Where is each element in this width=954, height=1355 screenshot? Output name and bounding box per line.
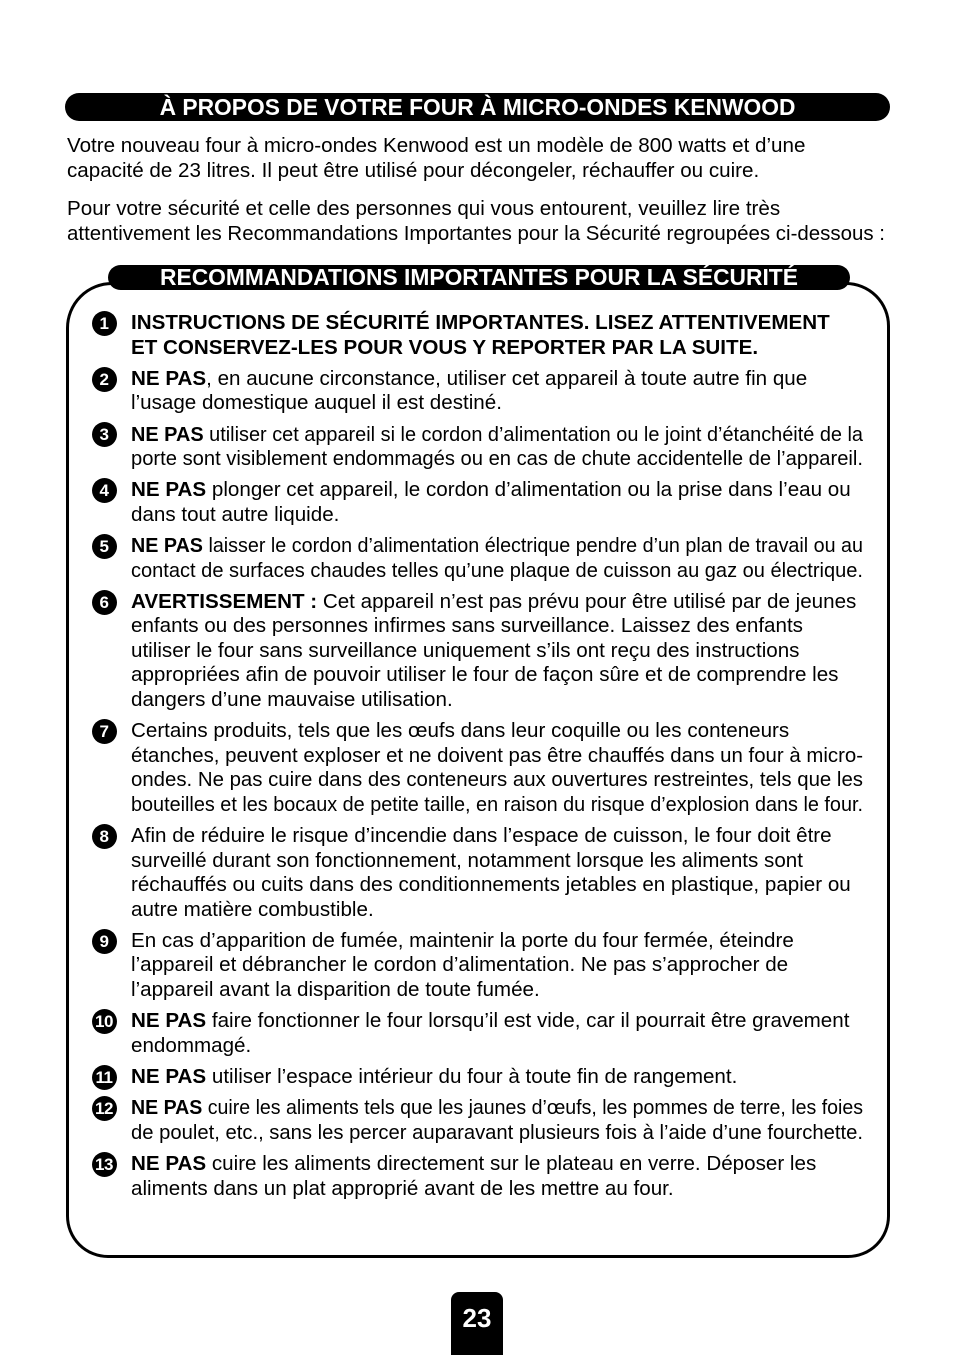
- item-lead-bold: NE PAS: [131, 1009, 207, 1033]
- item-line-content: [131, 590, 856, 615]
- item-text: étanches, peuvent exploser et ne doivent pas être chauffés dans un four à micro-: [131, 743, 863, 767]
- item-line: [131, 953, 863, 978]
- item-text: l’usage domestique auquel il est destiné.: [131, 391, 502, 415]
- item-line: [131, 1034, 863, 1059]
- item-line-content: [131, 478, 851, 503]
- item-line-content: [131, 1152, 816, 1177]
- item-line: [131, 1065, 863, 1090]
- item-number-badge: 13: [92, 1152, 117, 1177]
- safety-title-bar: [108, 265, 850, 290]
- item-line: [131, 534, 863, 559]
- item-line-content: [131, 336, 758, 361]
- item-line-content: [131, 873, 851, 898]
- item-line: [131, 391, 863, 416]
- item-line: [131, 1177, 863, 1202]
- intro-line-text: capacité de 23 litres. Il peut être utilisé pour décongeler, réchauffer ou cuire.: [67, 158, 760, 182]
- item-number-badge: 2: [92, 367, 117, 392]
- safety-item: [92, 719, 864, 817]
- safety-item: [92, 534, 864, 583]
- item-text: autre matière combustible.: [131, 897, 374, 921]
- page-number-badge: [451, 1292, 503, 1355]
- item-text: utiliser l’espace intérieur du four à toute fin de rangement.: [206, 1064, 738, 1088]
- item-line: [131, 423, 863, 448]
- item-number-badge: 9: [92, 929, 117, 954]
- item-line: [131, 1009, 863, 1034]
- item-line-content: [131, 534, 863, 559]
- item-line: [131, 744, 863, 769]
- item-line: [131, 978, 863, 1003]
- item-line: [131, 929, 863, 954]
- item-line-content: [131, 744, 863, 769]
- item-line-content: [131, 639, 799, 664]
- item-text: En cas d’apparition de fumée, maintenir la porte du four fermée, éteindre: [131, 928, 794, 952]
- item-lead-bold: ET CONSERVEZ-LES POUR VOUS Y REPORTER PAR LA SUITE.: [131, 335, 759, 359]
- item-lead-bold: NE PAS: [131, 1096, 203, 1120]
- item-line: [131, 311, 863, 336]
- item-lead-bold: INSTRUCTIONS DE SÉCURITÉ IMPORTANTES. LISEZ ATTENTIVEMENT: [131, 311, 830, 334]
- item-line: [131, 614, 863, 639]
- item-text: Certains produits, tels que les œufs dans leur coquille ou les conteneurs: [131, 719, 790, 743]
- safety-item: [92, 311, 864, 360]
- item-text: l’appareil et débrancher le cordon d’alimentation. Ne pas s’approcher de: [131, 953, 789, 977]
- item-text: enfants ou des personnes infirmes sans surveillance. Laissez des enfants: [131, 614, 803, 638]
- item-text: utiliser le four sans surveillance uniquement s’ils ont reçu des instructions: [131, 638, 800, 662]
- item-line: [131, 336, 863, 361]
- item-line: [131, 768, 863, 793]
- item-lead-bold: NE PAS: [131, 1064, 207, 1088]
- item-line-content: [131, 391, 502, 416]
- item-text: aliments dans un plat approprié avant de les mettre au four.: [131, 1176, 674, 1200]
- safety-item: [92, 929, 864, 1003]
- item-lead-bold: NE PAS: [131, 422, 204, 446]
- intro-line-text: Votre nouveau four à micro-ondes Kenwood est un modèle de 800 watts et d’une: [67, 134, 806, 157]
- item-line-content: [131, 663, 838, 688]
- item-line-content: [131, 423, 863, 448]
- safety-item: [92, 824, 864, 922]
- item-lead-bold: NE PAS: [131, 478, 207, 502]
- item-line-content: [131, 898, 374, 923]
- item-text: , en aucune circonstance, utiliser cet appareil à toute autre fin que: [206, 366, 808, 390]
- item-text: cuire les aliments tels que les jaunes d’œufs, les pommes de terre, les foies: [202, 1096, 863, 1120]
- item-text: ondes. Ne pas cuire dans des conteneurs aux ouvertures restreintes, tels que les: [131, 768, 863, 792]
- item-line: [131, 1152, 863, 1177]
- intro-line: [67, 197, 885, 222]
- item-line: [131, 503, 863, 528]
- item-line-content: [131, 614, 803, 639]
- item-line: [131, 824, 863, 849]
- item-text: contact de surfaces chaudes telles qu’une plaque de cuisson au gaz ou électrique.: [131, 558, 863, 582]
- section-header-bar: [65, 93, 890, 121]
- item-line-content: [131, 929, 794, 954]
- intro-text: [67, 134, 885, 260]
- item-text: laisser le cordon d’alimentation électrique pendre d’un plan de travail ou au: [202, 534, 863, 558]
- item-line-content: [131, 559, 863, 584]
- section-header-title: À PROPOS DE VOTRE FOUR À MICRO-ONDES KENWOOD: [159, 94, 796, 120]
- item-line-content: [131, 1121, 863, 1146]
- item-number-badge: 3: [92, 422, 117, 447]
- safety-item: [92, 1009, 864, 1058]
- item-text: porte sont visiblement endommagés ou en cas de chute accidentelle de l’appareil.: [131, 447, 863, 471]
- item-line-content: [131, 503, 339, 528]
- item-line-content: [131, 719, 789, 744]
- intro-line: [67, 134, 885, 159]
- item-number-badge: 6: [92, 590, 117, 615]
- item-line: [131, 1096, 863, 1121]
- safety-item: [92, 1065, 864, 1090]
- item-line-content: [131, 978, 540, 1003]
- item-number-badge: 1: [92, 311, 117, 336]
- item-text: plonger cet appareil, le cordon d’alimentation ou la prise dans l’eau ou: [206, 478, 851, 502]
- item-number-badge: 7: [92, 719, 117, 744]
- item-line: [131, 1121, 863, 1146]
- item-line-content: [131, 447, 863, 472]
- item-line-content: [131, 367, 807, 392]
- safety-item: [92, 478, 864, 527]
- item-line: [131, 367, 863, 392]
- item-text: Cet appareil n’est pas prévu pour être utilisé par de jeunes: [317, 589, 857, 613]
- item-text: cuire les aliments directement sur le plateau en verre. Déposer les: [206, 1152, 817, 1176]
- item-line-content: [131, 311, 830, 336]
- item-lead-bold: NE PAS: [131, 1152, 207, 1176]
- item-text: réchauffés ou cuits dans des conditionnements jetables en plastique, papier ou: [131, 873, 851, 897]
- intro-line: [67, 222, 885, 247]
- item-lead-bold: AVERTISSEMENT :: [131, 589, 318, 613]
- item-line-content: [131, 953, 788, 978]
- item-line: [131, 898, 863, 923]
- item-line-content: [131, 688, 453, 713]
- intro-paragraph: [67, 134, 885, 183]
- item-line-content: [131, 1096, 863, 1121]
- item-number-badge: 5: [92, 534, 117, 559]
- item-line-content: [131, 793, 863, 818]
- item-line-content: [131, 1065, 737, 1090]
- safety-item: [92, 423, 864, 472]
- item-line: [131, 849, 863, 874]
- safety-item: [92, 590, 864, 713]
- item-number-badge: 11: [92, 1065, 117, 1090]
- item-number-badge: 10: [92, 1009, 117, 1034]
- item-line: [131, 663, 863, 688]
- item-line: [131, 478, 863, 503]
- intro-line-text: attentivement les Recommandations Importantes pour la Sécurité regroupées ci-dessous :: [67, 221, 885, 245]
- item-number-badge: 8: [92, 824, 117, 849]
- item-line: [131, 688, 863, 713]
- safety-list: [92, 311, 864, 1208]
- item-text: surveillé durant son fonctionnement, notamment lorsque les aliments sont: [131, 848, 803, 872]
- item-text: dangers d’une mauvaise utilisation.: [131, 687, 453, 711]
- page-number: 23: [462, 1303, 492, 1333]
- item-line-content: [131, 768, 863, 793]
- item-text: de poulet, etc., sans les percer auparavant plusieurs fois à l’aide d’une fourchette.: [131, 1120, 863, 1144]
- item-line: [131, 719, 863, 744]
- item-line-content: [131, 824, 832, 849]
- item-number-badge: 12: [92, 1096, 117, 1121]
- item-lead-bold: NE PAS: [131, 366, 207, 390]
- safety-item: [92, 1096, 864, 1145]
- intro-line: [67, 159, 885, 184]
- intro-line-text: Pour votre sécurité et celle des personnes qui vous entourent, veuillez lire très: [67, 197, 781, 220]
- item-line-content: [131, 849, 803, 874]
- item-text: Afin de réduire le risque d’incendie dans l’espace de cuisson, le four doit être: [131, 824, 832, 848]
- item-line-content: [131, 1034, 251, 1059]
- item-line: [131, 873, 863, 898]
- safety-item: [92, 1152, 864, 1201]
- item-text: dans tout autre liquide.: [131, 502, 340, 526]
- item-text: bouteilles et les bocaux de petite taille, en raison du risque d’explosion dans le four.: [131, 792, 863, 816]
- item-line: [131, 447, 863, 472]
- item-lead-bold: NE PAS: [131, 534, 203, 558]
- item-text: faire fonctionner le four lorsqu’il est vide, car il pourrait être gravement: [206, 1009, 850, 1033]
- item-text: appropriées afin de pouvoir utiliser le four de façon sûre et de comprendre les: [131, 663, 839, 687]
- safety-item: [92, 367, 864, 416]
- item-line-content: [131, 1009, 849, 1034]
- item-text: utiliser cet appareil si le cordon d’alimentation ou le joint d’étanchéité de la: [203, 422, 863, 446]
- safety-title: RECOMMANDATIONS IMPORTANTES POUR LA SÉCURITÉ: [160, 265, 798, 290]
- item-line-content: [131, 1177, 674, 1202]
- item-line: [131, 639, 863, 664]
- item-number-badge: 4: [92, 478, 117, 503]
- item-text: endommagé.: [131, 1033, 252, 1057]
- item-line: [131, 793, 863, 818]
- intro-paragraph: [67, 197, 885, 246]
- item-text: l’appareil avant la disparition de toute fumée.: [131, 977, 540, 1001]
- item-line: [131, 590, 863, 615]
- item-line: [131, 559, 863, 584]
